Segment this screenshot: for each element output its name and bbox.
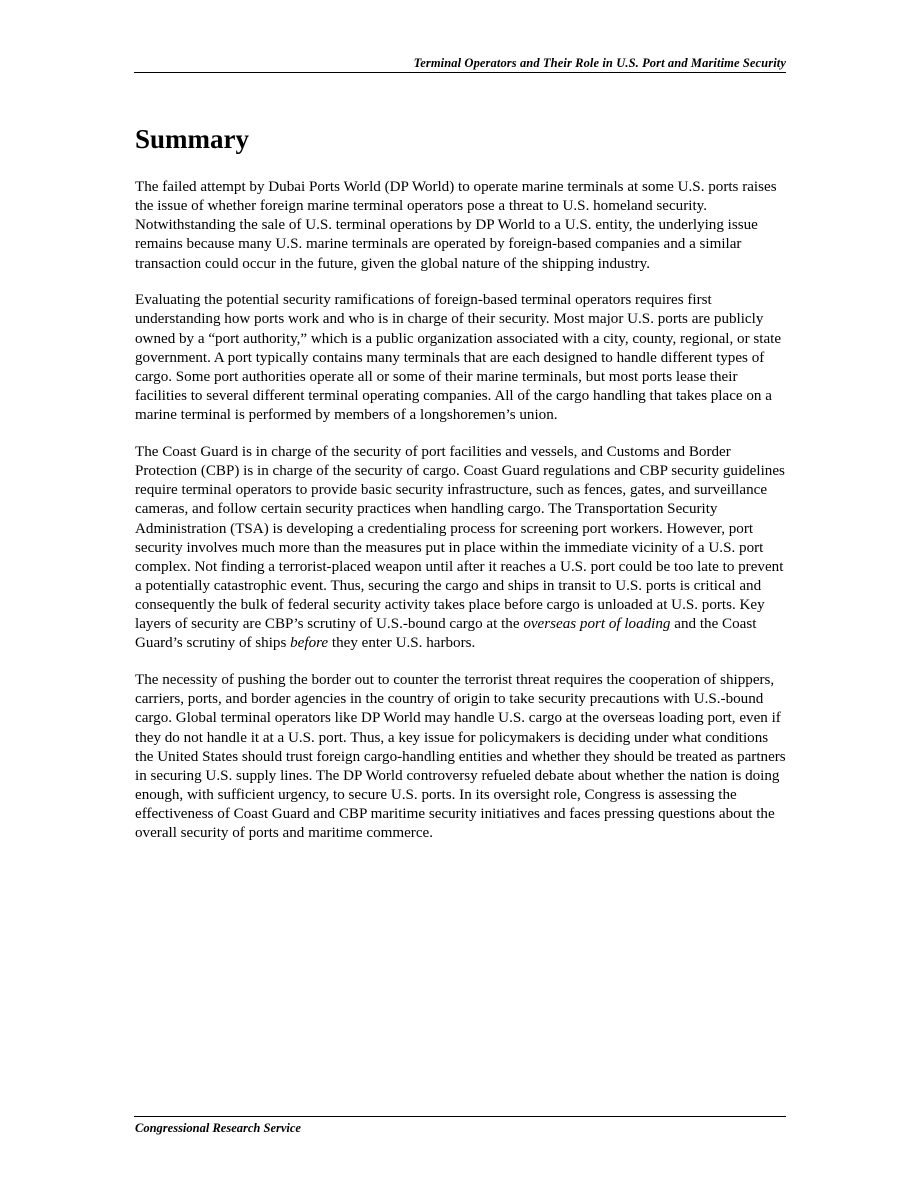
- footer-divider: [134, 1116, 786, 1117]
- paragraph-text: The necessity of pushing the border out to counter the terrorist threat requires the cooperation of shippers, carriers, ports, and border agencies in the country of origin to take security precautions with U.S.-bound cargo. Global terminal operators like DP World may handle U.S. cargo at the overseas loading port, even if they do not handle it at a U.S. port. Thus, a key issue for policymakers is deciding under what conditions the United States should trust foreign cargo-handling entities and whether they should be treated as partners in securing U.S. supply lines. The DP World controversy refueled debate about whether the nation is doing enough, with sufficient urgency, to secure U.S. ports. In its oversight role, Congress is assessing the effectiveness of Coast Guard and CBP maritime security initiatives and faces pressing questions about the overall security of ports and maritime commerce.: [135, 672, 786, 842]
- emphasis-overseas-port: overseas port of loading: [523, 616, 671, 633]
- emphasis-before: before: [290, 635, 329, 652]
- page-title: Summary: [135, 124, 249, 154]
- paragraph-text: The Coast Guard is in charge of the security of port facilities and vessels, and Customs and Border Protection (CBP) is in charge of the security of cargo. Coast Guard regulations and CBP security guidelines require terminal operators to provide basic security infrastructure, such as fences, gates, and surveillance cameras, and follow certain security practices when handling cargo. The Transportation Security Administration (TSA) is developing a credentialing process for screening port workers. However, port security involves much more than the measures put in place within the immediate vicinity of a U.S. port complex. Not finding a terrorist-placed weapon until after it reaches a U.S. port could be too late to prevent a potentially catastrophic event. Thus, securing the cargo and ships in transit to U.S. ports is critical and consequently the bulk of federal security activity takes place before cargo is unloaded at U.S. ports. Key layers of security are CBP’s scrutiny of U.S.-bound cargo at the: [135, 443, 785, 633]
- paragraph-text: The failed attempt by Dubai Ports World (DP World) to operate marine terminals at some U.S. ports raises the issue of whether foreign marine terminal operators pose a threat to U.S. homeland security. Notwithstanding the sale of U.S. terminal operations by DP World to a U.S. entity, the underlying issue remains because many U.S. marine terminals are operated by foreign-based companies and a similar transaction could occur in the future, given the global nature of the shipping industry.: [135, 179, 777, 272]
- header-divider: [134, 72, 786, 73]
- summary-body: [135, 178, 787, 861]
- paragraph-text: they enter U.S. harbors.: [328, 635, 476, 652]
- paragraph-text: and the Coast Guard’s scrutiny of ships: [135, 616, 757, 652]
- paragraph-3: [135, 443, 787, 654]
- running-header: Terminal Operators and Their Role in U.S. Port and Maritime Security: [413, 56, 786, 70]
- paragraph-1: [135, 178, 787, 274]
- paragraph-2: [135, 291, 787, 425]
- paragraph-4: [135, 671, 787, 843]
- paragraph-text: Evaluating the potential security ramifications of foreign-based terminal operators requires first understanding how ports work and who is in charge of their security. Most major U.S. ports are publicly owned by a “port authority,” which is a public organization associated with a city, county, regional, or state government. A port typically contains many terminals that are each designed to handle different types of cargo. Some port authorities operate all or some of their marine terminals, but most ports lease their facilities to several different terminal operating companies. All of the cargo handling that takes place on a marine terminal is performed by members of a longshoremen’s union.: [135, 292, 782, 424]
- running-footer: Congressional Research Service: [135, 1121, 301, 1135]
